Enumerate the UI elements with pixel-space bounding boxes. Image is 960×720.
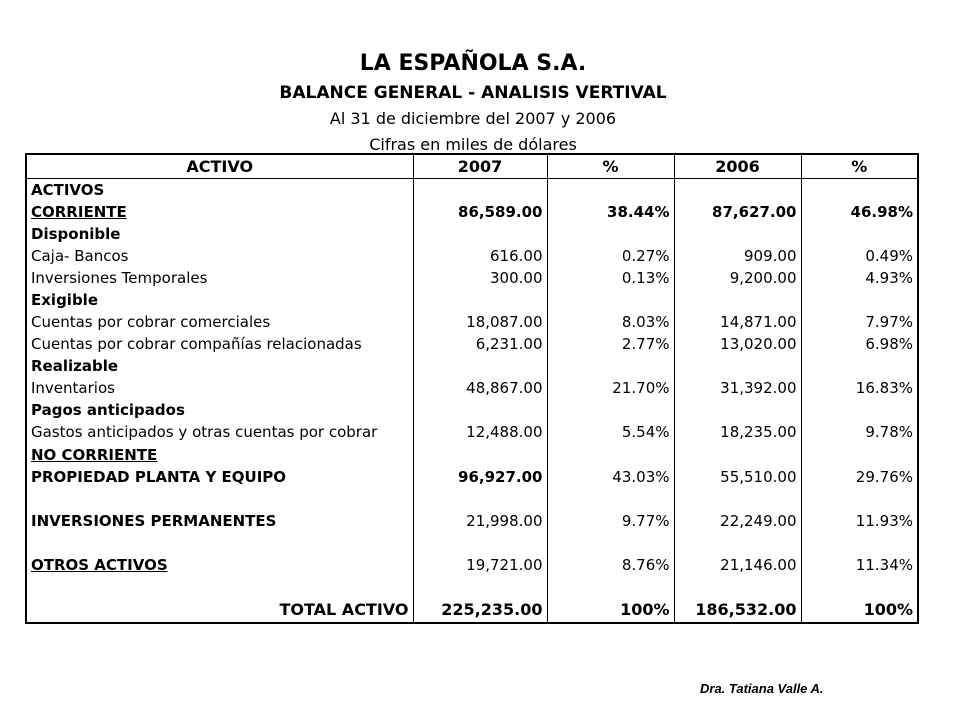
row-label: PROPIEDAD PLANTA Y EQUIPO: [26, 466, 413, 488]
percent-2007: 9.77%: [547, 510, 674, 532]
row-label: [26, 444, 413, 466]
value-2006: [674, 444, 801, 466]
total-value-2007: 225,235.00: [413, 598, 547, 623]
row-label-text: OTROS ACTIVOS: [31, 556, 168, 574]
row-label: Exigible: [26, 289, 413, 311]
value-2006: 87,627.00: [674, 201, 801, 223]
row-label-text: CORRIENTE: [31, 203, 127, 221]
row-label: Cuentas por cobrar compañías relacionadas: [26, 333, 413, 355]
value-2006: 13,020.00: [674, 333, 801, 355]
percent-2006: 11.93%: [801, 510, 918, 532]
total-row: [26, 598, 918, 623]
row-label: Pagos anticipados: [26, 399, 413, 421]
table-row: [26, 377, 918, 399]
percent-2006: 0.49%: [801, 245, 918, 267]
percent-2007: [547, 444, 674, 466]
value-2007: [413, 289, 547, 311]
header-2007: 2007: [413, 154, 547, 179]
spacer-row: [26, 488, 918, 510]
total-percent-2007: 100%: [547, 598, 674, 623]
table-row: [26, 399, 918, 421]
row-label: Cuentas por cobrar comerciales: [26, 311, 413, 333]
value-2007: [413, 223, 547, 245]
percent-2007: [547, 355, 674, 377]
percent-2007: 0.13%: [547, 267, 674, 289]
value-2006: [674, 179, 801, 202]
table-row: [26, 179, 918, 202]
row-label: Inventarios: [26, 377, 413, 399]
row-label: ACTIVOS: [26, 179, 413, 202]
percent-2007: [547, 289, 674, 311]
percent-2007: [547, 223, 674, 245]
header-2006: 2006: [674, 154, 801, 179]
row-label: INVERSIONES PERMANENTES: [26, 510, 413, 532]
value-2007: 19,721.00: [413, 554, 547, 576]
value-2006: 18,235.00: [674, 421, 801, 444]
company-name: LA ESPAÑOLA S.A.: [359, 51, 587, 76]
percent-2007: 2.77%: [547, 333, 674, 355]
value-2007: 86,589.00: [413, 201, 547, 223]
table-row: [26, 554, 918, 576]
row-label: Inversiones Temporales: [26, 267, 413, 289]
value-2007: 6,231.00: [413, 333, 547, 355]
table-header-row: [26, 154, 918, 179]
value-2006: [674, 289, 801, 311]
table-row: [26, 201, 918, 223]
report-header: [0, 48, 946, 158]
balance-table: [25, 153, 919, 624]
header-activo: ACTIVO: [26, 154, 413, 179]
value-2007: [413, 444, 547, 466]
percent-2007: [547, 179, 674, 202]
percent-2006: 16.83%: [801, 377, 918, 399]
table-row: [26, 223, 918, 245]
row-label: Caja- Bancos: [26, 245, 413, 267]
percent-2006: 9.78%: [801, 421, 918, 444]
value-2007: 96,927.00: [413, 466, 547, 488]
author-signature: Dra. Tatiana Valle A.: [700, 681, 824, 696]
value-2007: 18,087.00: [413, 311, 547, 333]
percent-2007: 0.27%: [547, 245, 674, 267]
value-2006: 14,871.00: [674, 311, 801, 333]
value-2006: 9,200.00: [674, 267, 801, 289]
percent-2006: 6.98%: [801, 333, 918, 355]
report-units: Cifras en miles de dólares: [369, 135, 577, 154]
value-2006: 22,249.00: [674, 510, 801, 532]
row-label-text: NO CORRIENTE: [31, 446, 158, 464]
percent-2007: 21.70%: [547, 377, 674, 399]
percent-2007: 8.76%: [547, 554, 674, 576]
value-2007: [413, 179, 547, 202]
report-date: Al 31 de diciembre del 2007 y 2006: [329, 109, 617, 128]
row-label: Disponible: [26, 223, 413, 245]
value-2006: [674, 399, 801, 421]
table-row: [26, 289, 918, 311]
percent-2006: [801, 444, 918, 466]
value-2006: 31,392.00: [674, 377, 801, 399]
percent-2006: 7.97%: [801, 311, 918, 333]
value-2007: 300.00: [413, 267, 547, 289]
percent-2006: [801, 399, 918, 421]
header-percent-2006: %: [801, 154, 918, 179]
percent-2007: 8.03%: [547, 311, 674, 333]
report-title: BALANCE GENERAL - ANALISIS VERTIVAL: [279, 83, 667, 103]
table-row: [26, 311, 918, 333]
table-row: [26, 245, 918, 267]
value-2007: 48,867.00: [413, 377, 547, 399]
header-percent-2007: %: [547, 154, 674, 179]
row-label: [26, 554, 413, 576]
table-row: [26, 510, 918, 532]
percent-2007: [547, 399, 674, 421]
row-label: Realizable: [26, 355, 413, 377]
percent-2006: 46.98%: [801, 201, 918, 223]
row-label: Gastos anticipados y otras cuentas por cobrar: [26, 421, 413, 444]
percent-2007: 43.03%: [547, 466, 674, 488]
value-2007: [413, 355, 547, 377]
percent-2006: [801, 289, 918, 311]
value-2007: 12,488.00: [413, 421, 547, 444]
total-percent-2006: 100%: [801, 598, 918, 623]
value-2007: 21,998.00: [413, 510, 547, 532]
percent-2006: 11.34%: [801, 554, 918, 576]
value-2006: [674, 223, 801, 245]
row-label: [26, 201, 413, 223]
table-row: [26, 355, 918, 377]
table-row: [26, 444, 918, 466]
value-2006: [674, 355, 801, 377]
table-row: [26, 466, 918, 488]
value-2006: 909.00: [674, 245, 801, 267]
value-2006: 21,146.00: [674, 554, 801, 576]
percent-2006: [801, 223, 918, 245]
total-label: TOTAL ACTIVO: [26, 598, 413, 623]
percent-2007: 38.44%: [547, 201, 674, 223]
percent-2006: [801, 355, 918, 377]
percent-2006: 4.93%: [801, 267, 918, 289]
value-2007: [413, 399, 547, 421]
table-row: [26, 267, 918, 289]
value-2007: 616.00: [413, 245, 547, 267]
spacer-row: [26, 576, 918, 598]
total-value-2006: 186,532.00: [674, 598, 801, 623]
percent-2006: [801, 179, 918, 202]
spacer-row: [26, 532, 918, 554]
value-2006: 55,510.00: [674, 466, 801, 488]
percent-2006: 29.76%: [801, 466, 918, 488]
percent-2007: 5.54%: [547, 421, 674, 444]
table-row: [26, 421, 918, 444]
table-row: [26, 333, 918, 355]
